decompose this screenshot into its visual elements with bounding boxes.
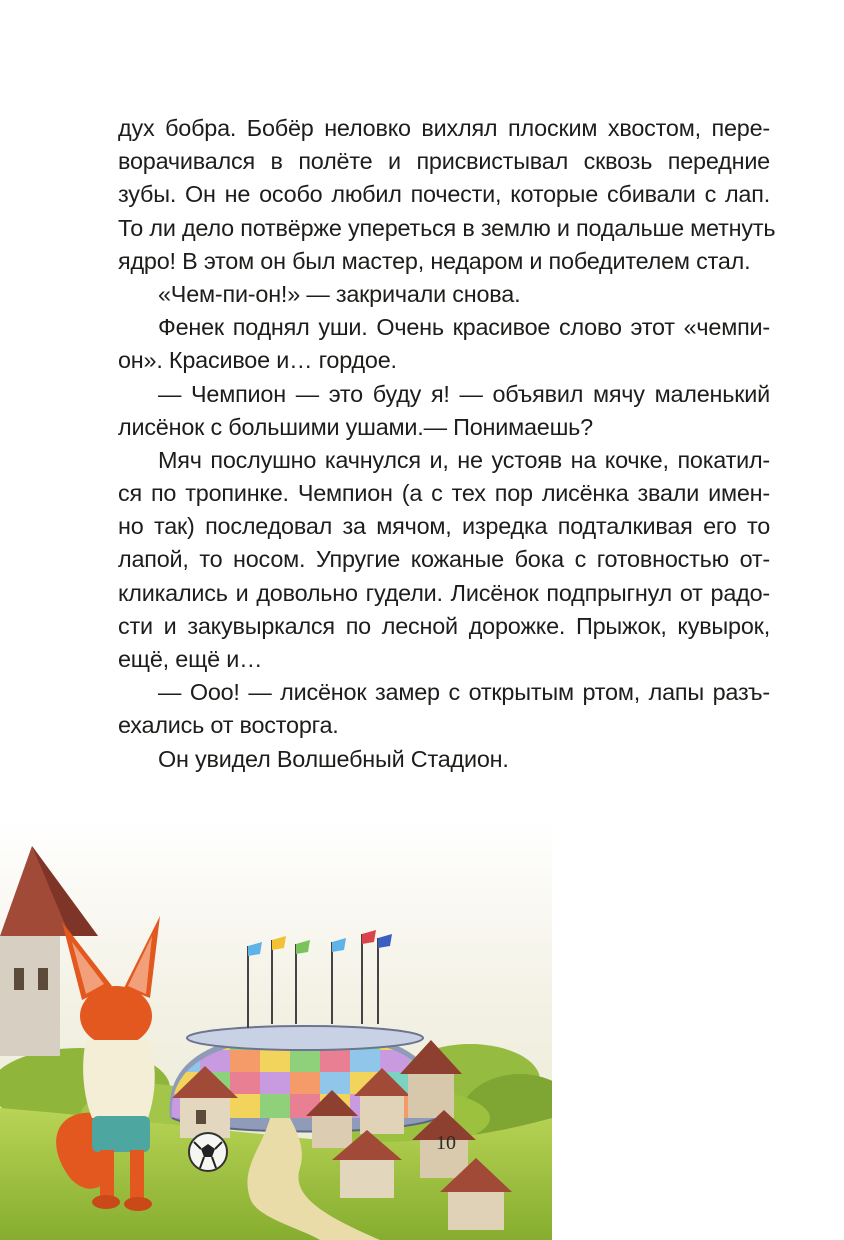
soccer-ball <box>189 1133 227 1171</box>
text-line: ехались от восторга. <box>118 712 339 739</box>
text-line: ся по тропинке. Чемпион (а с тех пор лисёнка звали имен- <box>118 480 770 507</box>
text-line: То ли дело потвёрже упереться в землю и подальше метнуть <box>118 214 776 241</box>
text-line: — Чемпион — это буду я! — объявил мячу маленький <box>158 380 770 407</box>
text-line: сти и закувыркался по лесной дорожке. Прыжок, кувырок, <box>118 612 770 639</box>
text-line: он». Красивое и… гордое. <box>118 347 397 374</box>
text-line: ворачивался в полёте и присвистывал сквозь передние <box>118 148 770 175</box>
text-line: кликались и довольно гудели. Лисёнок подпрыгнул от радо- <box>118 579 770 606</box>
text-line: зубы. Он не особо любил почести, которые сбивали с лап. <box>118 181 770 208</box>
text-line: Мяч послушно качнулся и, не устояв на кочке, покатил- <box>158 446 770 473</box>
text-line: лисёнок с большими ушами.— Понимаешь? <box>118 413 593 440</box>
stadium-illustration <box>0 818 552 1240</box>
text-line: лапой, то носом. Упругие кожаные бока с готовностью от- <box>118 546 770 573</box>
text-line: ещё, ещё и… <box>118 646 263 672</box>
text-line: ядро! В этом он был мастер, недаром и победителем стал. <box>118 247 751 274</box>
text-line: «Чем-пи-он!» — закричали снова. <box>158 280 521 307</box>
text-line: дух бобра. Бобёр неловко вихлял плоским хвостом, пере- <box>118 115 770 141</box>
text-line: но так) последовал за мячом, изредка подталкивая его то <box>118 513 770 540</box>
text-line: Фенек поднял уши. Очень красивое слово этот «чемпи- <box>158 314 770 341</box>
page-number: 10 <box>436 1132 456 1154</box>
text-line: Он увидел Волшебный Стадион. <box>158 745 509 772</box>
text-line: — Ооо! — лисёнок замер с открытым ртом, лапы разъ- <box>158 679 770 706</box>
body-text <box>118 112 776 776</box>
